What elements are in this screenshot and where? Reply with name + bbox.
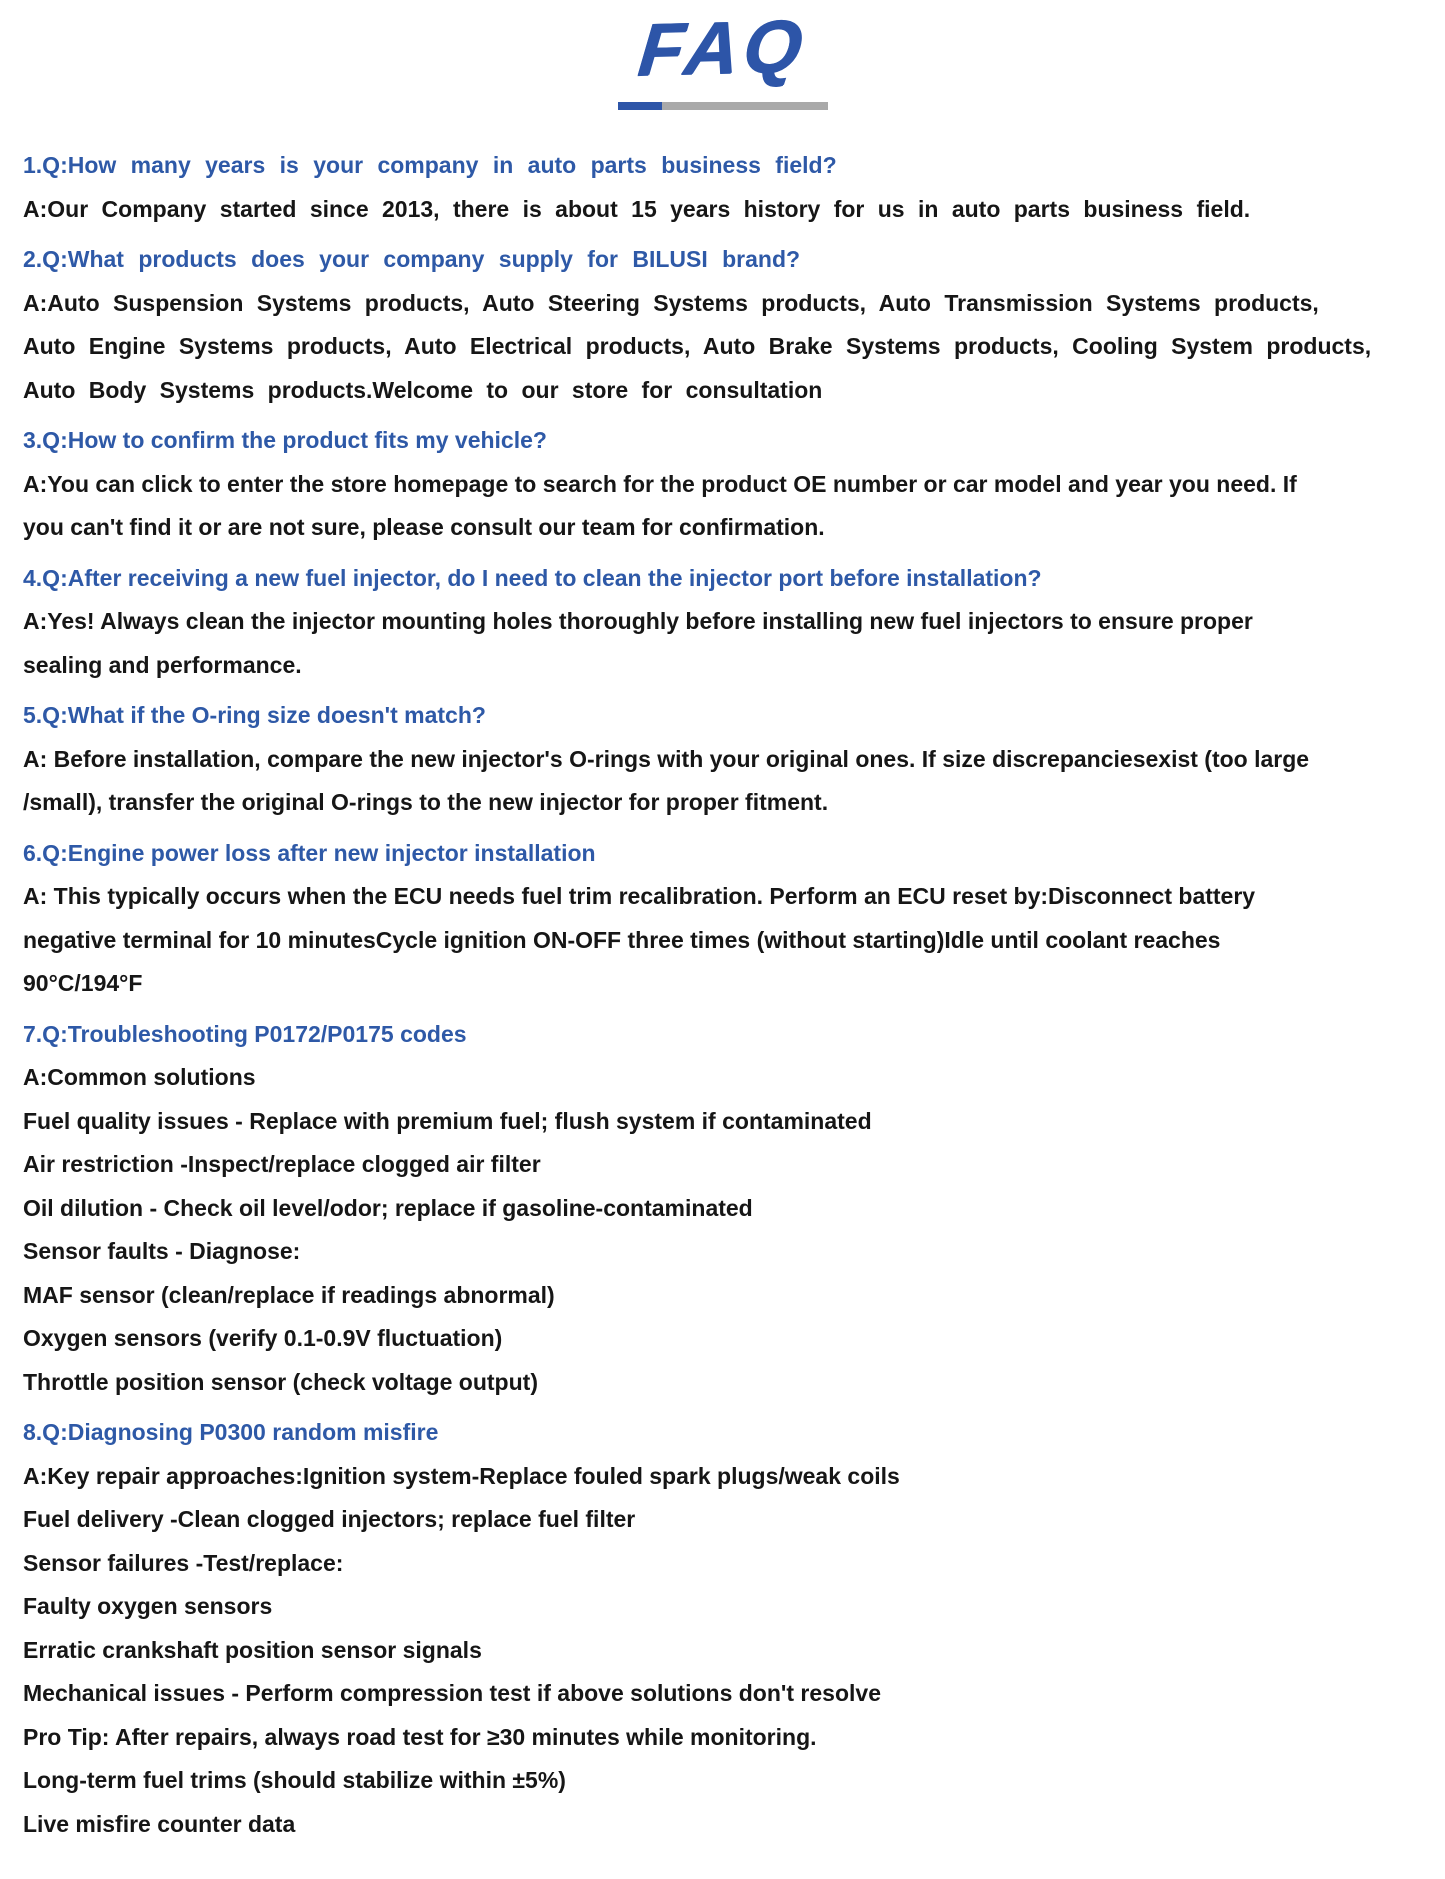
faq-answer-line: A: This typically occurs when the ECU needs fuel trim recalibration. Perform an ECU reset by:Disconnect battery [23,883,1256,909]
faq-answer-line: Oxygen sensors (verify 0.1-0.9V fluctuation) [23,1325,503,1351]
faq-answer-line: A: Before installation, compare the new injector's O-rings with your original ones. If size discrepanciesexist (too large [23,745,1310,772]
faq-answer-line: Sensor failures -Test/replace: [23,1549,344,1576]
faq-answer-line: A:You can click to enter the store homepage to search for the product OE number or car model and year you need. If [23,470,1297,497]
faq-answer-line: Oil dilution - Check oil level/odor; replace if gasoline-contaminated [23,1194,753,1221]
faq-answer-line: A:Yes! Always clean the injector mounting holes thoroughly before installing new fuel injectors to ensure proper [23,608,1253,634]
faq-question: 8.Q:Diagnosing P0300 random misfire [23,1419,439,1445]
faq-question: 6.Q:Engine power loss after new injector installation [23,839,596,866]
faq-question: 1.Q:How many years is your company in auto parts business field? [23,152,837,178]
faq-answer-line: sealing and performance. [23,651,302,678]
faq-answer-line: Erratic crankshaft position sensor signals [23,1636,482,1663]
faq-question: 5.Q:What if the O-ring size doesn't match? [23,702,486,728]
faq-answer-line: 90°C/194°F [23,970,143,996]
faq-answer-line: Auto Body Systems products.Welcome to our store for consultation [23,376,823,403]
faq-section [23,1411,1421,1846]
title-underline [618,102,828,110]
faq-header [0,0,1445,110]
faq-answer-line: Mechanical issues - Perform compression test if above solutions don't resolve [23,1680,881,1706]
faq-answer-line: A:Key repair approaches:Ignition system-Replace fouled spark plugs/weak coils [23,1462,900,1489]
faq-answer-line: Pro Tip: After repairs, always road test for ≥30 minutes while monitoring. [23,1723,817,1750]
faq-answer-line: Throttle position sensor (check voltage output) [23,1368,538,1395]
faq-answer-line: /small), transfer the original O-rings to the new injector for proper fitment. [23,789,829,815]
faq-section [23,419,1421,550]
underline-accent-segment [618,102,662,110]
faq-section [23,557,1421,688]
faq-answer-line: Fuel delivery -Clean clogged injectors; replace fuel filter [23,1506,636,1532]
faq-answer-line: A:Our Company started since 2013, there is about 15 years history for us in auto parts business field. [23,195,1251,222]
faq-list [0,144,1445,1846]
faq-answer-line: Live misfire counter data [23,1810,296,1837]
faq-answer-line: MAF sensor (clean/replace if readings abnormal) [23,1281,555,1308]
faq-answer-line: you can't find it or are not sure, please consult our team for confirmation. [23,514,825,540]
page-title: FAQ [634,3,811,92]
faq-answer-line: A:Common solutions [23,1064,256,1090]
faq-answer-line: Long-term fuel trims (should stabilize within ±5%) [23,1767,566,1793]
faq-answer-line: Auto Engine Systems products, Auto Electrical products, Auto Brake Systems products, Cooling System products, [23,333,1372,359]
faq-section [23,144,1421,231]
faq-answer-line: Sensor faults - Diagnose: [23,1238,301,1264]
faq-question: 3.Q:How to confirm the product fits my vehicle? [23,427,547,453]
faq-answer-line: Fuel quality issues - Replace with premium fuel; flush system if contaminated [23,1107,872,1134]
underline-gray-segment [662,102,828,110]
faq-section [23,238,1421,412]
faq-section [23,694,1421,825]
faq-answer-line: A:Auto Suspension Systems products, Auto Steering Systems products, Auto Transmission Systems products, [23,289,1319,316]
faq-question: 2.Q:What products does your company supply for BILUSI brand? [23,246,801,272]
faq-question: 4.Q:After receiving a new fuel injector, do I need to clean the injector port before installation? [23,564,1042,591]
faq-answer-line: Air restriction -Inspect/replace clogged air filter [23,1151,541,1177]
faq-answer-line: Faulty oxygen sensors [23,1593,273,1619]
faq-section [23,1013,1421,1405]
faq-section [23,832,1421,1006]
faq-question: 7.Q:Troubleshooting P0172/P0175 codes [23,1020,467,1047]
faq-answer-line: negative terminal for 10 minutesCycle ignition ON-OFF three times (without starting)Idle until coolant reaches [23,926,1221,953]
